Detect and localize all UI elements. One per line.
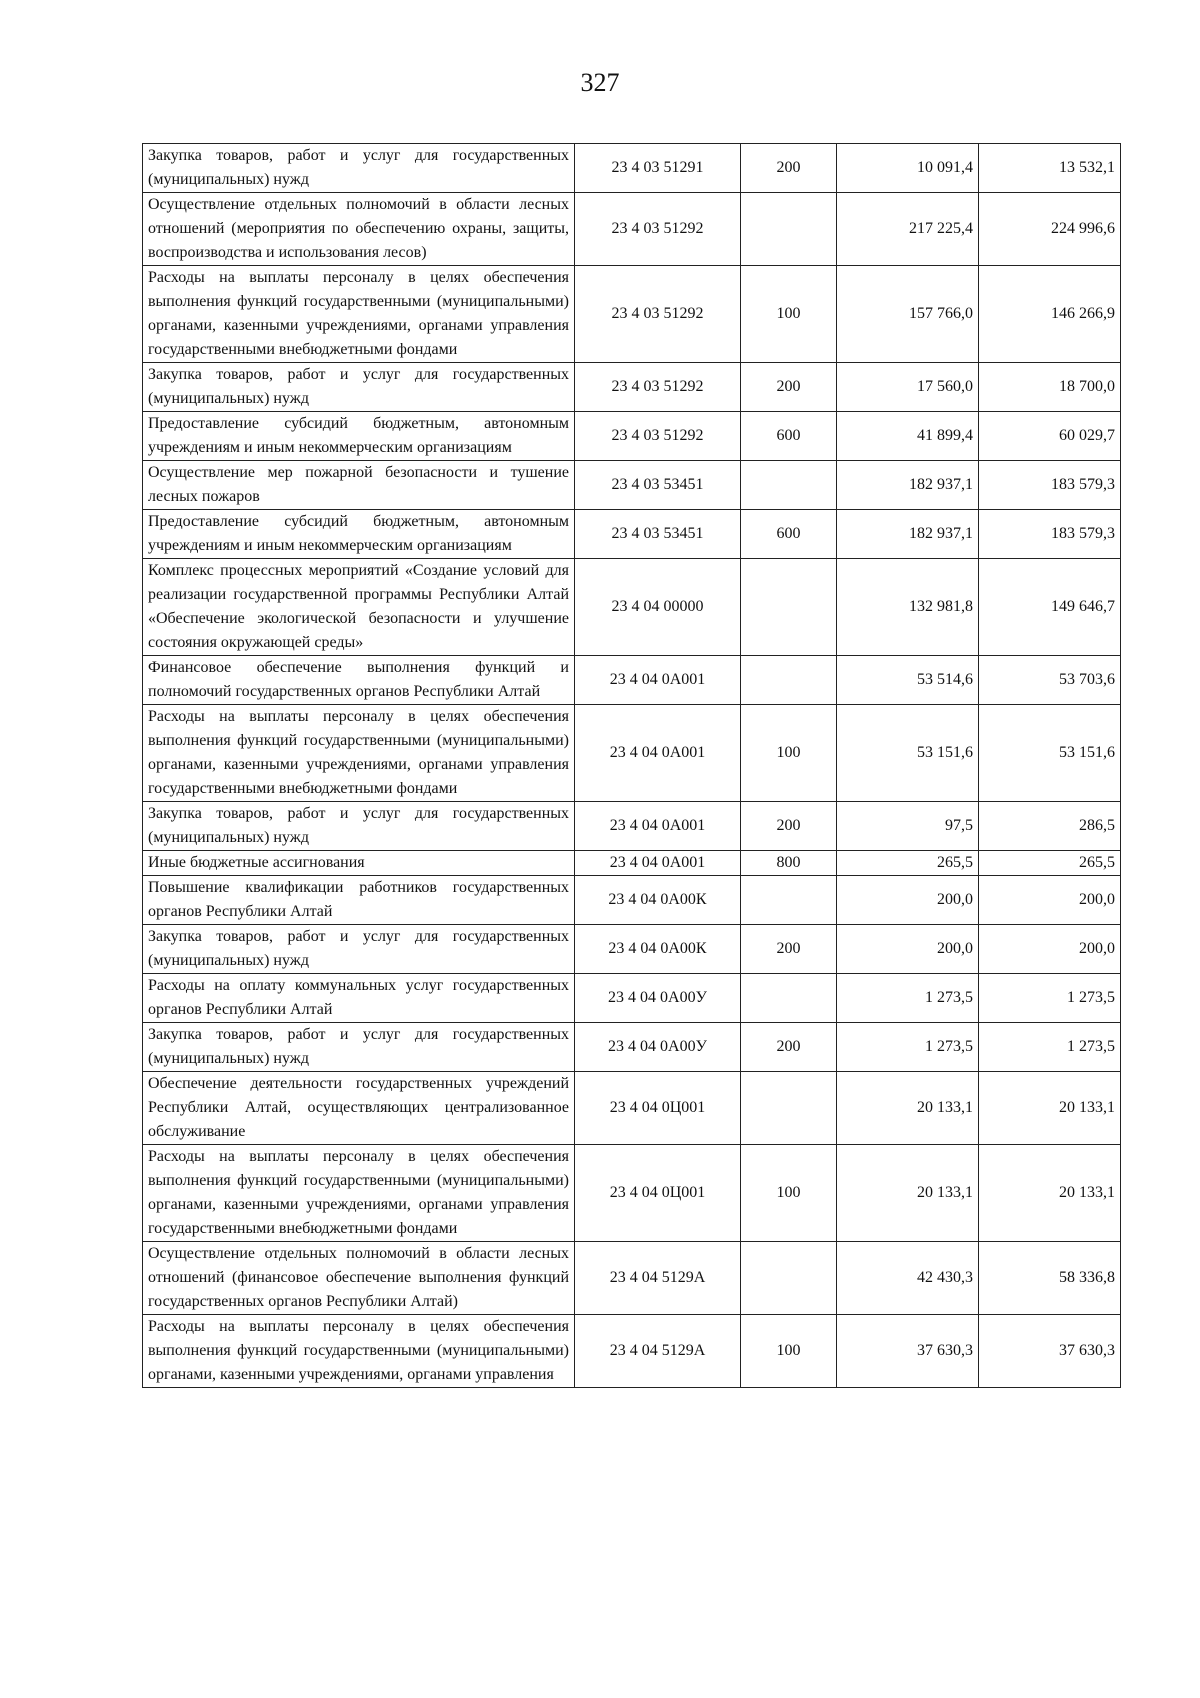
target-code-cell: 23 4 04 0А001 (575, 802, 741, 851)
table-row (143, 461, 1121, 510)
amount-year1-cell: 10 091,4 (837, 144, 979, 193)
amount-year1-cell: 41 899,4 (837, 412, 979, 461)
table-row (143, 510, 1121, 559)
expense-type-cell (741, 656, 837, 705)
amount-year1-cell: 42 430,3 (837, 1242, 979, 1315)
expense-name-cell: Иные бюджетные ассигнования (143, 851, 575, 876)
amount-year1-cell: 132 981,8 (837, 559, 979, 656)
target-code-cell: 23 4 04 0А001 (575, 656, 741, 705)
expense-name-cell: Закупка товаров, работ и услуг для государственных (муниципальных) нужд (143, 1023, 575, 1072)
target-code-cell: 23 4 03 51292 (575, 193, 741, 266)
target-code-cell: 23 4 04 0А00К (575, 876, 741, 925)
amount-year2-cell: 146 266,9 (979, 266, 1121, 363)
amount-year1-cell: 17 560,0 (837, 363, 979, 412)
amount-year2-cell: 18 700,0 (979, 363, 1121, 412)
expense-name-cell: Расходы на выплаты персоналу в целях обеспечения выполнения функций государственными (муниципальными) органами, казенными учреждениями, органами управления государственными внебюджетными фондами (143, 266, 575, 363)
target-code-cell: 23 4 04 0А001 (575, 851, 741, 876)
amount-year1-cell: 53 514,6 (837, 656, 979, 705)
expense-type-cell (741, 876, 837, 925)
amount-year1-cell: 37 630,3 (837, 1315, 979, 1388)
expense-type-cell: 800 (741, 851, 837, 876)
table-row (143, 559, 1121, 656)
expense-name-cell: Предоставление субсидий бюджетным, автономным учреждениям и иным некоммерческим организациям (143, 510, 575, 559)
expense-type-cell: 100 (741, 1315, 837, 1388)
amount-year1-cell: 182 937,1 (837, 510, 979, 559)
budget-table-body (143, 144, 1121, 1388)
amount-year1-cell: 182 937,1 (837, 461, 979, 510)
amount-year1-cell: 1 273,5 (837, 974, 979, 1023)
amount-year2-cell: 13 532,1 (979, 144, 1121, 193)
expense-name-cell: Комплекс процессных мероприятий «Создание условий для реализации государственной программы Республики Алтай «Обеспечение экологической безопасности и улучшение состояния окружающей среды» (143, 559, 575, 656)
table-row (143, 925, 1121, 974)
amount-year2-cell: 53 151,6 (979, 705, 1121, 802)
table-row (143, 1315, 1121, 1388)
target-code-cell: 23 4 04 0А00У (575, 1023, 741, 1072)
target-code-cell: 23 4 03 53451 (575, 510, 741, 559)
target-code-cell: 23 4 04 5129А (575, 1315, 741, 1388)
table-row (143, 1242, 1121, 1315)
expense-type-cell: 100 (741, 1145, 837, 1242)
amount-year2-cell: 200,0 (979, 925, 1121, 974)
expense-type-cell (741, 193, 837, 266)
budget-table (142, 143, 1121, 1388)
expense-name-cell: Расходы на выплаты персоналу в целях обеспечения выполнения функций государственными (муниципальными) органами, казенными учреждениями, органами управления (143, 1315, 575, 1388)
expense-name-cell: Расходы на оплату коммунальных услуг государственных органов Республики Алтай (143, 974, 575, 1023)
target-code-cell: 23 4 04 00000 (575, 559, 741, 656)
expense-type-cell (741, 974, 837, 1023)
expense-type-cell (741, 559, 837, 656)
target-code-cell: 23 4 03 53451 (575, 461, 741, 510)
expense-type-cell: 200 (741, 363, 837, 412)
expense-name-cell: Закупка товаров, работ и услуг для государственных (муниципальных) нужд (143, 144, 575, 193)
table-row (143, 1023, 1121, 1072)
amount-year2-cell: 53 703,6 (979, 656, 1121, 705)
amount-year2-cell: 20 133,1 (979, 1072, 1121, 1145)
amount-year2-cell: 1 273,5 (979, 1023, 1121, 1072)
expense-type-cell (741, 1242, 837, 1315)
expense-name-cell: Закупка товаров, работ и услуг для государственных (муниципальных) нужд (143, 802, 575, 851)
expense-type-cell: 200 (741, 1023, 837, 1072)
target-code-cell: 23 4 04 5129А (575, 1242, 741, 1315)
amount-year2-cell: 265,5 (979, 851, 1121, 876)
page-number: 327 (580, 68, 620, 97)
amount-year1-cell: 200,0 (837, 925, 979, 974)
target-code-cell: 23 4 04 0Ц001 (575, 1145, 741, 1242)
expense-name-cell: Повышение квалификации работников государственных органов Республики Алтай (143, 876, 575, 925)
table-row (143, 363, 1121, 412)
expense-name-cell: Закупка товаров, работ и услуг для государственных (муниципальных) нужд (143, 363, 575, 412)
amount-year1-cell: 217 225,4 (837, 193, 979, 266)
amount-year1-cell: 20 133,1 (837, 1072, 979, 1145)
target-code-cell: 23 4 03 51291 (575, 144, 741, 193)
expense-type-cell: 200 (741, 925, 837, 974)
amount-year2-cell: 200,0 (979, 876, 1121, 925)
expense-name-cell: Осуществление отдельных полномочий в области лесных отношений (финансовое обеспечение выполнения функций государственных органов Республики Алтай) (143, 1242, 575, 1315)
amount-year2-cell: 149 646,7 (979, 559, 1121, 656)
amount-year2-cell: 1 273,5 (979, 974, 1121, 1023)
expense-name-cell: Закупка товаров, работ и услуг для государственных (муниципальных) нужд (143, 925, 575, 974)
amount-year1-cell: 1 273,5 (837, 1023, 979, 1072)
table-row (143, 876, 1121, 925)
amount-year2-cell: 60 029,7 (979, 412, 1121, 461)
table-row (143, 802, 1121, 851)
table-row (143, 1145, 1121, 1242)
expense-type-cell: 600 (741, 510, 837, 559)
amount-year2-cell: 224 996,6 (979, 193, 1121, 266)
table-row (143, 656, 1121, 705)
amount-year1-cell: 265,5 (837, 851, 979, 876)
amount-year2-cell: 20 133,1 (979, 1145, 1121, 1242)
table-row (143, 144, 1121, 193)
target-code-cell: 23 4 04 0А00К (575, 925, 741, 974)
expense-type-cell (741, 1072, 837, 1145)
target-code-cell: 23 4 03 51292 (575, 412, 741, 461)
amount-year2-cell: 183 579,3 (979, 461, 1121, 510)
expense-name-cell: Предоставление субсидий бюджетным, автономным учреждениям и иным некоммерческим организациям (143, 412, 575, 461)
table-row (143, 705, 1121, 802)
amount-year1-cell: 200,0 (837, 876, 979, 925)
expense-name-cell: Осуществление отдельных полномочий в области лесных отношений (мероприятия по обеспечению охраны, защиты, воспроизводства и использования лесов) (143, 193, 575, 266)
amount-year2-cell: 183 579,3 (979, 510, 1121, 559)
expense-type-cell: 200 (741, 802, 837, 851)
expense-name-cell: Расходы на выплаты персоналу в целях обеспечения выполнения функций государственными (муниципальными) органами, казенными учреждениями, органами управления государственными внебюджетными фондами (143, 705, 575, 802)
target-code-cell: 23 4 03 51292 (575, 363, 741, 412)
target-code-cell: 23 4 04 0А001 (575, 705, 741, 802)
amount-year2-cell: 286,5 (979, 802, 1121, 851)
expense-name-cell: Расходы на выплаты персоналу в целях обеспечения выполнения функций государственными (муниципальными) органами, казенными учреждениями, органами управления государственными внебюджетными фондами (143, 1145, 575, 1242)
table-row (143, 266, 1121, 363)
target-code-cell: 23 4 04 0Ц001 (575, 1072, 741, 1145)
amount-year1-cell: 20 133,1 (837, 1145, 979, 1242)
amount-year1-cell: 97,5 (837, 802, 979, 851)
expense-type-cell (741, 461, 837, 510)
expense-name-cell: Обеспечение деятельности государственных учреждений Республики Алтай, осуществляющих централизованное обслуживание (143, 1072, 575, 1145)
expense-type-cell: 100 (741, 705, 837, 802)
amount-year1-cell: 53 151,6 (837, 705, 979, 802)
table-row (143, 412, 1121, 461)
table-row (143, 193, 1121, 266)
target-code-cell: 23 4 03 51292 (575, 266, 741, 363)
amount-year2-cell: 58 336,8 (979, 1242, 1121, 1315)
table-row (143, 974, 1121, 1023)
table-row (143, 1072, 1121, 1145)
expense-name-cell: Осуществление мер пожарной безопасности и тушение лесных пожаров (143, 461, 575, 510)
amount-year2-cell: 37 630,3 (979, 1315, 1121, 1388)
expense-name-cell: Финансовое обеспечение выполнения функций и полномочий государственных органов Республики Алтай (143, 656, 575, 705)
expense-type-cell: 600 (741, 412, 837, 461)
table-row (143, 851, 1121, 876)
expense-type-cell: 100 (741, 266, 837, 363)
target-code-cell: 23 4 04 0А00У (575, 974, 741, 1023)
amount-year1-cell: 157 766,0 (837, 266, 979, 363)
expense-type-cell: 200 (741, 144, 837, 193)
